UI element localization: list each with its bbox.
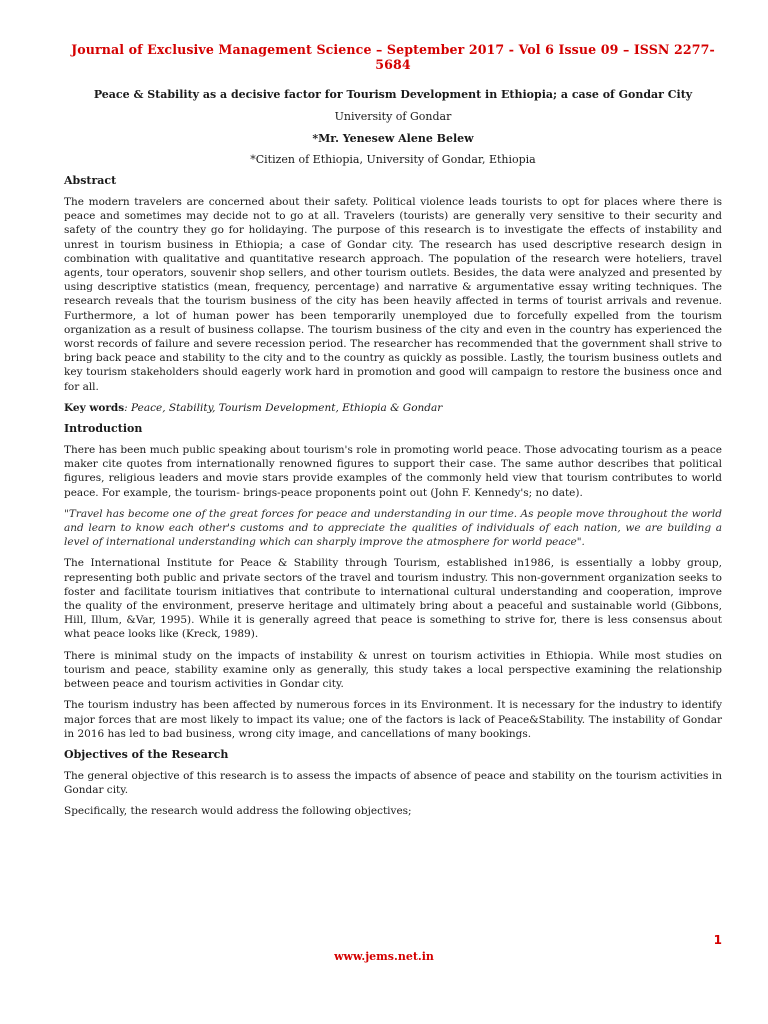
abstract-heading: Abstract xyxy=(64,174,117,187)
paper-title: Peace & Stability as a decisive factor for Tourism Development in Ethiopia; a case of Gondar City xyxy=(93,88,693,101)
paper-body xyxy=(64,174,722,826)
kennedy-quote: "Travel has become one of the great forces for peace and understanding in our time. As people move throughout the world and learn to know each other's customs and to appreciate the qualities of individuals of each nation, we are building a level of international understanding which can sharply improve the atmosphere for world peace". xyxy=(64,507,722,549)
introduction-paragraph-4: The tourism industry has been affected by numerous forces in its Environment. It is necessary for the industry to identify major forces that are most likely to impact its value; one of the factors is lack of Peace&Stability. The instability of Gondar in 2016 has led to bad business, wrong city image, and cancellations of many bookings. xyxy=(64,699,722,740)
introduction-heading: Introduction xyxy=(64,422,143,436)
introduction-paragraph-1: There has been much public speaking about tourism's role in promoting world peace. Those advocating tourism as a peace maker cite quotes from internationally renowned figures to support their case. The same author describes that political figures, religious leaders and movie stars provide examples of the commonly held view that tourism contributes to world peace. For example, the tourism- brings-peace proponents point out (John F. Kennedy's; no date). xyxy=(64,444,722,499)
journal-header: Journal of Exclusive Management Science – September 2017 - Vol 6 Issue 09 – ISSN 2277-5684 xyxy=(71,42,715,72)
keywords-label: Key words xyxy=(64,401,125,414)
affiliation-university: University of Gondar xyxy=(334,110,452,123)
objectives-paragraph-2: Specifically, the research would address the following objectives; xyxy=(64,805,412,818)
page-number: 1 xyxy=(713,933,722,947)
footer-url-link[interactable]: www.jems.net.in xyxy=(334,950,434,963)
introduction-paragraph-3: There is minimal study on the impacts of instability & unrest on tourism activities in Ethiopia. While most studies on tourism and peace, stability examine only as generally, this study takes a local perspective examining the relationship between peace and tourism activities in Gondar city. xyxy=(64,649,722,691)
introduction-paragraph-2: The International Institute for Peace & Stability through Tourism, established in1986, is essentially a lobby group, representing both public and private sectors of the travel and tourism industry. This non-government organization seeks to foster and facilitate tourism initiatives that contribute to international cultural understanding and cooperation, improve the quality of the environment, preserve heritage and ultimately bring about a peaceful and sustainable world (Gibbons, Hill, Illum, &Var, 1995). While it is generally agreed that peace is something to strive for, there is less consensus about what peace looks like (Kreck, 1989). xyxy=(64,557,722,641)
objectives-paragraph-1: The general objective of this research is to assess the impacts of absence of peace and stability on the tourism activities in Gondar city. xyxy=(64,769,722,797)
keywords xyxy=(64,401,722,415)
keywords-text: : Peace, Stability, Tourism Development, Ethiopia & Gondar xyxy=(124,401,443,414)
abstract-text: The modern travelers are concerned about their safety. Political violence leads tourists to opt for places where there is peace and sometimes may decide not to go at all. Travelers (tourists) are generally very sensitive to their security and safety of the country they go for holidaying. The purpose of this research is to investigate the effects of instability and unrest in tourism business in Ethiopia; a case of Gondar city. The research has used descriptive research design in combination with qualitative and quantitative research approach. The population of the research were hoteliers, travel agents, tour operators, souvenir shop sellers, and other tourism outlets. Besides, the data were analyzed and presented by using descriptive statistics (mean, frequency, percentage) and narrative & argumentative essay writing techniques. The research reveals that the tourism business of the city has been heavily affected in terms of tourist arrivals and revenue. Furthermore, a lot of human power has been temporarily unemployed due to forcefully expelled from the tourism organization as a result of business collapse. The tourism business of the city and even in the country has experienced the worst records of failure and severe recession period. The researcher has recommended that the government shall strive to bring back peace and stability to the city and to the country as quickly as possible. Lastly, the tourism business outlets and key tourism stakeholders should eagerly work hard in promotion and good will campaign to restore the business once and for all. xyxy=(64,196,722,393)
author-affiliation: *Citizen of Ethiopia, University of Gondar, Ethiopia xyxy=(250,153,536,166)
author-name: *Mr. Yenesew Alene Belew xyxy=(312,132,474,145)
objectives-heading: Objectives of the Research xyxy=(64,747,229,761)
